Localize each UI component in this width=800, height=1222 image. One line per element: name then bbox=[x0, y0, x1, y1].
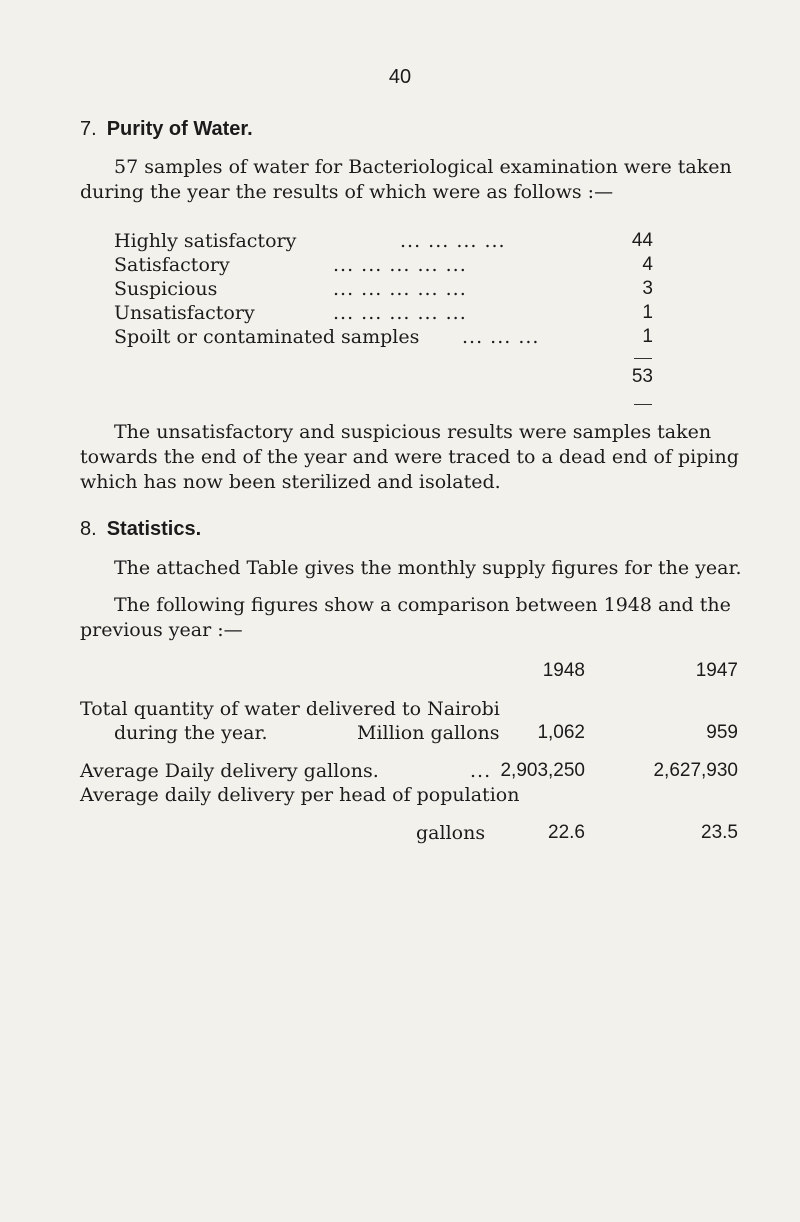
result-label-satisfactory: Satisfactory bbox=[114, 254, 230, 276]
section-7-note-line-3: which has now been sterilized and isolated. bbox=[80, 471, 501, 493]
result-label-unsatisfactory: Unsatisfactory bbox=[114, 302, 255, 324]
row-total-quantity-label-line-2: during the year. bbox=[114, 722, 268, 744]
result-leader-dots: ... ... ... bbox=[462, 326, 540, 348]
section-8-number: 8. bbox=[80, 518, 97, 540]
section-7-title: Purity of Water. bbox=[106, 118, 253, 140]
section-8-paragraph-2-line-1: The following figures show a comparison between 1948 and the bbox=[114, 594, 731, 616]
total-rule-bottom bbox=[634, 404, 652, 405]
page-number: 40 bbox=[388, 66, 412, 88]
section-7-intro-line-2: during the year the results of which were as follows :— bbox=[80, 181, 614, 203]
result-leader-dots: ... ... ... ... ... bbox=[333, 302, 467, 324]
result-leader-dots: ... ... ... ... bbox=[400, 230, 506, 252]
result-value-satisfactory: 4 bbox=[642, 254, 653, 275]
section-8-paragraph-2-line-2: previous year :— bbox=[80, 619, 243, 641]
row-average-daily-1948: 2,903,250 bbox=[500, 760, 585, 781]
row-average-daily-1947: 2,627,930 bbox=[653, 760, 738, 781]
row-average-daily-leader-dots: ... bbox=[470, 760, 492, 782]
row-per-head-1947: 23.5 bbox=[701, 822, 738, 843]
section-8-heading bbox=[80, 518, 201, 541]
results-total: 53 bbox=[631, 366, 653, 387]
row-per-head-unit: gallons bbox=[416, 822, 486, 844]
section-8-paragraph-1: The attached Table gives the monthly supply figures for the year. bbox=[114, 557, 742, 579]
section-8-title: Statistics. bbox=[106, 518, 202, 540]
section-7-note-line-1: The unsatisfactory and suspicious results were samples taken bbox=[114, 421, 712, 443]
result-value-spoilt-or-contaminated: 1 bbox=[642, 326, 653, 347]
row-total-quantity-1947: 959 bbox=[706, 722, 738, 743]
row-per-head-1948: 22.6 bbox=[548, 822, 585, 843]
result-value-suspicious: 3 bbox=[642, 278, 653, 299]
result-value-unsatisfactory: 1 bbox=[642, 302, 653, 323]
result-label-suspicious: Suspicious bbox=[114, 278, 218, 300]
row-total-quantity-label-line-1: Total quantity of water delivered to Nairobi bbox=[80, 698, 500, 720]
section-7-number: 7. bbox=[80, 118, 97, 140]
row-total-quantity-1948: 1,062 bbox=[537, 722, 585, 743]
result-label-highly-satisfactory: Highly satisfactory bbox=[114, 230, 297, 252]
row-per-head-label: Average daily delivery per head of population bbox=[80, 784, 520, 806]
row-total-quantity-unit: Million gallons bbox=[357, 722, 500, 744]
section-7-intro-line-1: 57 samples of water for Bacteriological examination were taken bbox=[114, 156, 732, 178]
result-leader-dots: ... ... ... ... ... bbox=[333, 254, 467, 276]
column-header-1948: 1948 bbox=[542, 660, 585, 681]
total-rule-top bbox=[634, 358, 652, 359]
column-header-1947: 1947 bbox=[695, 660, 738, 681]
result-leader-dots: ... ... ... ... ... bbox=[333, 278, 467, 300]
section-7-note-line-2: towards the end of the year and were traced to a dead end of piping bbox=[80, 446, 739, 468]
row-average-daily-label: Average Daily delivery gallons. bbox=[80, 760, 379, 782]
result-label-spoilt-or-contaminated: Spoilt or contaminated samples bbox=[114, 326, 420, 348]
section-7-heading bbox=[80, 118, 253, 141]
result-value-highly-satisfactory: 44 bbox=[631, 230, 653, 251]
